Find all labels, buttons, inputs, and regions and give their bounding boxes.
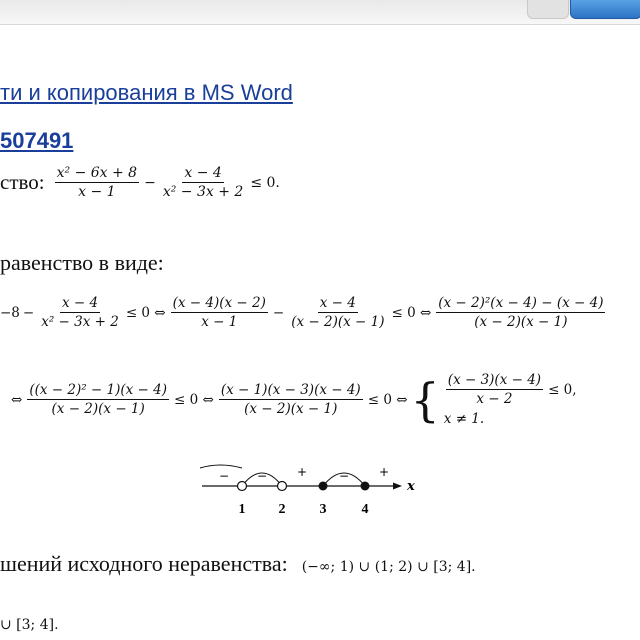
numerator: x − 4 — [319, 295, 356, 311]
axis-arrow — [393, 483, 402, 490]
point-label: 2 — [278, 502, 286, 517]
numerator: x² − 6x + 8 — [56, 165, 138, 181]
fraction — [161, 165, 245, 200]
relation: ≤ 0 ⇔ — [391, 304, 432, 321]
numerator: (x − 4)(x − 2) — [172, 295, 266, 311]
denominator: (x − 2)(x − 1) — [474, 314, 568, 330]
answer-value: (−∞; 1) ∪ (1; 2) ∪ [3; 4]. — [301, 559, 476, 575]
equation-line-1 — [0, 295, 607, 330]
sign-label: − — [218, 469, 230, 483]
sign-label: + — [296, 465, 308, 479]
denominator: x − 1 — [78, 184, 116, 200]
fraction — [436, 295, 605, 330]
relation: ⇔ — [11, 391, 23, 408]
system — [444, 372, 580, 427]
window-button[interactable] — [527, 0, 569, 19]
open-point — [238, 482, 247, 491]
numerator: (x − 1)(x − 3)(x − 4) — [220, 382, 361, 398]
answer-short: ∪ [3; 4]. — [0, 617, 59, 633]
answer-line — [0, 551, 476, 577]
fraction — [39, 295, 121, 330]
relation: ≤ 0 ⇔ — [125, 304, 166, 321]
truncated-term: −8 — [0, 304, 20, 321]
numerator: x − 4 — [184, 165, 222, 181]
fraction — [219, 382, 363, 417]
denominator: (x − 2)(x − 1) — [51, 401, 145, 417]
open-point — [278, 482, 287, 491]
system-brace: { — [410, 372, 440, 427]
interval-arc — [200, 465, 242, 468]
relation: ≤ 0. — [250, 174, 280, 191]
section-heading: равенство в виде: — [0, 250, 164, 275]
equation-line-2 — [8, 372, 580, 427]
fraction — [27, 382, 169, 417]
sign-label: + — [378, 465, 390, 479]
system-row-1 — [444, 372, 580, 407]
fraction — [171, 295, 268, 330]
fraction — [289, 295, 386, 330]
axis-label: x — [407, 479, 415, 494]
point-label: 4 — [361, 502, 369, 517]
closed-point — [361, 482, 370, 491]
relation: ≤ 0 ⇔ — [174, 391, 214, 408]
number-line — [190, 458, 430, 520]
point-label: 3 — [319, 502, 327, 517]
denominator: (x − 2)(x − 1) — [244, 401, 338, 417]
relation: ≤ 0, — [548, 381, 577, 398]
denominator: x − 1 — [201, 314, 238, 330]
window-button-primary[interactable] — [570, 0, 640, 19]
page-title-link[interactable]: ти и копирования в MS Word — [0, 80, 293, 105]
system-row-2: x ≠ 1. — [443, 411, 485, 427]
sign-label: − — [338, 469, 350, 483]
operator: − — [144, 174, 156, 191]
denominator: x² − 3x + 2 — [162, 184, 244, 200]
denominator: x² − 3x + 2 — [41, 314, 119, 330]
numerator: ((x − 2)² − 1)(x − 4) — [29, 382, 168, 398]
browser-top-bar — [0, 0, 640, 25]
operator: − — [272, 304, 285, 321]
denominator: x − 2 — [476, 391, 513, 407]
answer-label: шений исходного неравенства: — [0, 551, 288, 576]
sign-label: − — [256, 469, 268, 483]
task-id-link[interactable]: 507491 — [0, 128, 74, 153]
denominator: (x − 2)(x − 1) — [291, 314, 385, 330]
relation: ≤ 0 ⇔ — [367, 391, 408, 408]
numerator: (x − 2)²(x − 4) − (x − 4) — [438, 295, 604, 311]
numerator: x − 4 — [61, 295, 99, 311]
fraction — [55, 165, 139, 200]
numerator: (x − 3)(x − 4) — [447, 372, 542, 388]
fraction — [446, 372, 543, 407]
operator: − — [22, 304, 35, 321]
point-label: 1 — [238, 502, 246, 517]
task-statement — [0, 165, 283, 200]
task-label: ство: — [0, 170, 45, 194]
closed-point — [319, 482, 328, 491]
